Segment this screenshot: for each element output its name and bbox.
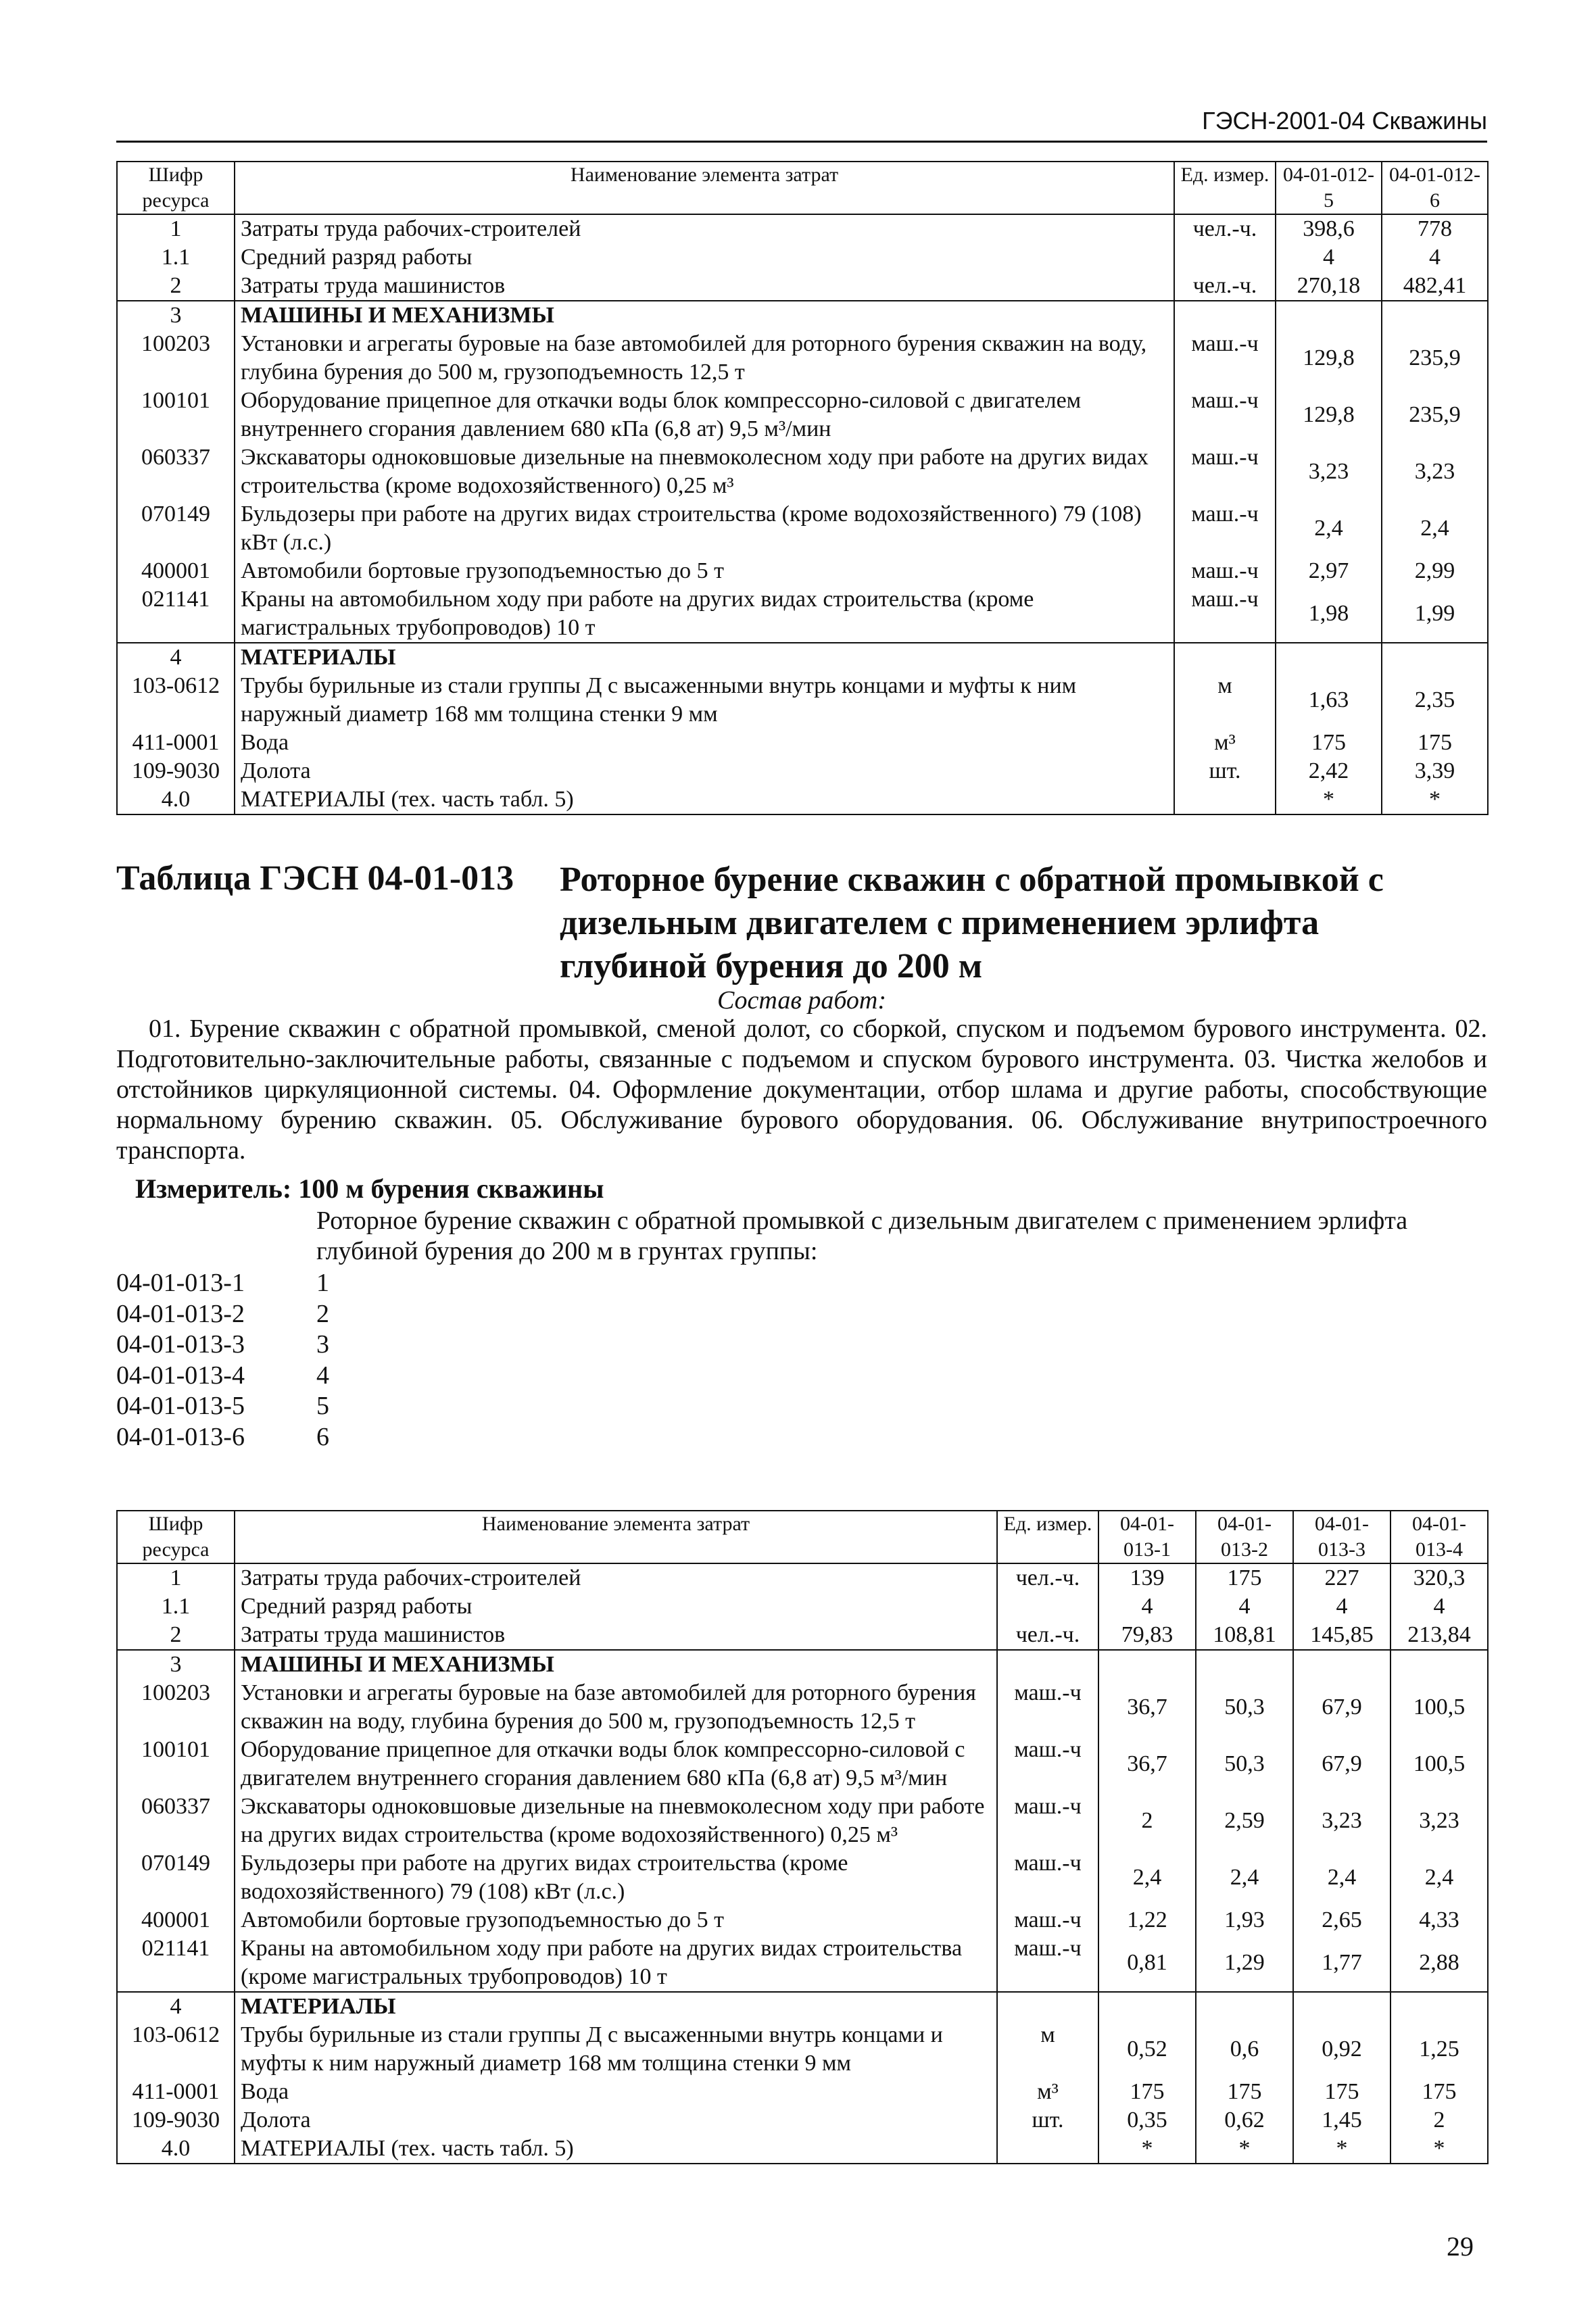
header-name: Наименование элемента затрат xyxy=(235,1511,997,1563)
table-row xyxy=(117,1650,1488,1679)
cost-name: МАТЕРИАЛЫ (тех. часть табл. 5) xyxy=(235,785,1174,814)
unit: маш.-ч xyxy=(997,1736,1098,1793)
value-cell xyxy=(1276,301,1382,330)
resource-code: 109-9030 xyxy=(117,2106,235,2135)
table-row xyxy=(117,785,1488,814)
value-cell xyxy=(1382,301,1488,330)
resource-code: 4 xyxy=(117,643,235,672)
value-cell: 67,9 xyxy=(1293,1736,1391,1793)
value-cell: 3,23 xyxy=(1276,443,1382,500)
header-col: 04-01-012-6 xyxy=(1382,162,1488,214)
value-cell: 3,23 xyxy=(1391,1793,1488,1849)
cost-table-013 xyxy=(116,1510,1489,2164)
unit: шт. xyxy=(1174,757,1276,785)
value-cell: 139 xyxy=(1098,1563,1196,1592)
value-cell: 100,5 xyxy=(1391,1679,1488,1736)
value-cell: 398,6 xyxy=(1276,214,1382,243)
unit: чел.-ч. xyxy=(997,1563,1098,1592)
value-cell xyxy=(1276,643,1382,672)
resource-code: 021141 xyxy=(117,1934,235,1992)
variant-code: 04-01-013-1 xyxy=(116,1269,245,1297)
table-header-row xyxy=(117,1511,1488,1563)
variant-code: 04-01-013-6 xyxy=(116,1422,245,1451)
resource-code: 100203 xyxy=(117,1679,235,1736)
variant-group: 2 xyxy=(316,1299,329,1328)
variant-group: 3 xyxy=(316,1330,329,1359)
value-cell: 2,35 xyxy=(1382,672,1488,729)
header-code: Шифр ресурса xyxy=(117,162,235,214)
table-row xyxy=(117,1736,1488,1793)
value-cell: 2,4 xyxy=(1276,500,1382,557)
cost-name: Оборудование прицепное для откачки воды блок компрессорно-силовой с двигателем внутреннего сгорания давлением 680 кПа (6,8 ат) 9,5 м³/мин xyxy=(235,387,1174,443)
value-cell: 235,9 xyxy=(1382,330,1488,387)
value-cell: 270,18 xyxy=(1276,272,1382,301)
table-row xyxy=(117,272,1488,301)
cost-name: МАТЕРИАЛЫ (тех. часть табл. 5) xyxy=(235,2135,997,2164)
value-cell: 1,99 xyxy=(1382,585,1488,643)
resource-code: 100101 xyxy=(117,387,235,443)
value-cell: 2 xyxy=(1098,1793,1196,1849)
unit: маш.-ч xyxy=(1174,557,1276,585)
unit: м xyxy=(997,2021,1098,2078)
variant-code: 04-01-013-2 xyxy=(116,1299,245,1328)
table-row xyxy=(117,2021,1488,2078)
cost-name: Экскаваторы одноковшовые дизельные на пневмоколесном ходу при работе на других видах строительства (кроме водохозяйственного) 0,25 м³ xyxy=(235,443,1174,500)
value-cell: 2,4 xyxy=(1391,1849,1488,1906)
value-cell: 3,39 xyxy=(1382,757,1488,785)
table-header-row xyxy=(117,162,1488,214)
value-cell: 2,4 xyxy=(1293,1849,1391,1906)
value-cell: 2,4 xyxy=(1098,1849,1196,1906)
header-title: ГЭСН-2001-04 Скважины xyxy=(1202,107,1487,135)
table-row xyxy=(117,585,1488,643)
value-cell: 108,81 xyxy=(1196,1621,1293,1650)
resource-code: 070149 xyxy=(117,1849,235,1906)
value-cell xyxy=(1196,1650,1293,1679)
cost-name: Долота xyxy=(235,2106,997,2135)
value-cell: 0,52 xyxy=(1098,2021,1196,2078)
unit xyxy=(997,1592,1098,1621)
value-cell: 2,4 xyxy=(1382,500,1488,557)
variant-code: 04-01-013-3 xyxy=(116,1330,245,1359)
value-cell: 1,93 xyxy=(1196,1906,1293,1934)
table-row xyxy=(117,1906,1488,1934)
value-cell: 4 xyxy=(1098,1592,1196,1621)
unit: м³ xyxy=(1174,729,1276,757)
running-header xyxy=(116,107,1487,143)
table-row xyxy=(117,387,1488,443)
table-row xyxy=(117,643,1488,672)
variants-list xyxy=(116,1268,329,1453)
value-cell: 3,23 xyxy=(1382,443,1488,500)
unit: маш.-ч xyxy=(1174,387,1276,443)
resource-code: 1.1 xyxy=(117,243,235,272)
value-cell: 2,88 xyxy=(1391,1934,1488,1992)
unit: маш.-ч xyxy=(997,1849,1098,1906)
header-col: 04-01-013-4 xyxy=(1391,1511,1488,1563)
cost-table-012 xyxy=(116,161,1489,815)
meter: Измеритель: 100 м бурения скважины xyxy=(135,1173,604,1204)
value-cell: 778 xyxy=(1382,214,1488,243)
resource-code: 100101 xyxy=(117,1736,235,1793)
table-row xyxy=(117,2078,1488,2106)
cost-name: Вода xyxy=(235,2078,997,2106)
value-cell: 0,35 xyxy=(1098,2106,1196,2135)
header-col: 04-01-013-1 xyxy=(1098,1511,1196,1563)
table-row xyxy=(117,1592,1488,1621)
value-cell: 50,3 xyxy=(1196,1736,1293,1793)
cost-name: Оборудование прицепное для откачки воды блок компрессорно-силовой с двигателем внутреннего сгорания давлением 680 кПа (6,8 ат) 9,5 м³/мин xyxy=(235,1736,997,1793)
resource-code: 2 xyxy=(117,272,235,301)
cost-name: Средний разряд работы xyxy=(235,1592,997,1621)
value-cell: * xyxy=(1391,2135,1488,2164)
table-title: Роторное бурение скважин с обратной промывкой с дизельным двигателем с применением эрлифта глубиной бурения до 200 м xyxy=(560,860,1384,985)
resource-code: 3 xyxy=(117,1650,235,1679)
value-cell xyxy=(1196,1992,1293,2021)
unit: маш.-ч xyxy=(1174,330,1276,387)
section-title: МАШИНЫ И МЕХАНИЗМЫ xyxy=(235,1650,997,1679)
table-row xyxy=(117,2135,1488,2164)
value-cell: 175 xyxy=(1196,1563,1293,1592)
variant-group: 5 xyxy=(316,1392,329,1420)
table-row xyxy=(117,443,1488,500)
section-title: МАТЕРИАЛЫ xyxy=(235,643,1174,672)
variant-group: 1 xyxy=(316,1269,329,1297)
value-cell: 145,85 xyxy=(1293,1621,1391,1650)
unit: маш.-ч xyxy=(997,1793,1098,1849)
composition-heading: Состав работ: xyxy=(717,986,887,1015)
unit: м xyxy=(1174,672,1276,729)
unit: шт. xyxy=(997,2106,1098,2135)
unit xyxy=(997,2135,1098,2164)
value-cell: 0,81 xyxy=(1098,1934,1196,1992)
resource-code: 3 xyxy=(117,301,235,330)
value-cell: 2,4 xyxy=(1196,1849,1293,1906)
table-row xyxy=(117,1793,1488,1849)
value-cell: * xyxy=(1276,785,1382,814)
resource-code: 060337 xyxy=(117,443,235,500)
unit: маш.-ч xyxy=(997,1906,1098,1934)
resource-code: 1.1 xyxy=(117,1592,235,1621)
value-cell: 4 xyxy=(1391,1592,1488,1621)
page-number: 29 xyxy=(1447,2231,1474,2262)
resource-code: 103-0612 xyxy=(117,2021,235,2078)
cost-name: Установки и агрегаты буровые на базе автомобилей для роторного бурения скважин на воду, глубина бурения до 500 м, грузоподъемность 12,5 т xyxy=(235,330,1174,387)
table-row xyxy=(117,672,1488,729)
cost-name: Краны на автомобильном ходу при работе на других видах строительства (кроме магистральных трубопроводов) 10 т xyxy=(235,1934,997,1992)
unit xyxy=(1174,643,1276,672)
resource-code: 400001 xyxy=(117,557,235,585)
value-cell: 3,23 xyxy=(1293,1793,1391,1849)
value-cell: 1,45 xyxy=(1293,2106,1391,2135)
header-unit: Ед. измер. xyxy=(997,1511,1098,1563)
resource-code: 1 xyxy=(117,214,235,243)
resource-code: 109-9030 xyxy=(117,757,235,785)
value-cell: 227 xyxy=(1293,1563,1391,1592)
composition-text: 01. Бурение скважин с обратной промывкой, сменой долот, со сборкой, спуском и подъемом бурового инструмента. 02. Подготовительно-заключительные работы, связанные с подъемом и спуском бурового инструмента. 03. Чистка желобов и отстойников циркуляционной системы. 04. Оформление документации, отбор шлама и другие работы, способствующие нормальному бурению скважин. 05. Обслуживание бурового оборудования. 06. Обслуживание внутрипостроечного транспорта. xyxy=(116,1015,1487,1165)
unit: м³ xyxy=(997,2078,1098,2106)
unit: чел.-ч. xyxy=(1174,272,1276,301)
value-cell: * xyxy=(1098,2135,1196,2164)
value-cell: 4 xyxy=(1276,243,1382,272)
value-cell: 2,97 xyxy=(1276,557,1382,585)
unit xyxy=(1174,785,1276,814)
value-cell xyxy=(1391,1650,1488,1679)
value-cell xyxy=(1098,1992,1196,2021)
cost-name: Затраты труда машинистов xyxy=(235,1621,997,1650)
header-code: Шифр ресурса xyxy=(117,1511,235,1563)
cost-name: Трубы бурильные из стали группы Д с высаженными внутрь концами и муфты к ним наружный диаметр 168 мм толщина стенки 9 мм xyxy=(235,2021,997,2078)
value-cell: 50,3 xyxy=(1196,1679,1293,1736)
section-title: МАШИНЫ И МЕХАНИЗМЫ xyxy=(235,301,1174,330)
value-cell: 320,3 xyxy=(1391,1563,1488,1592)
table-row xyxy=(117,243,1488,272)
unit: маш.-ч xyxy=(1174,585,1276,643)
resource-code: 070149 xyxy=(117,500,235,557)
cost-name: Бульдозеры при работе на других видах строительства (кроме водохозяйственного) 79 (108) кВт (л.с.) xyxy=(235,500,1174,557)
value-cell: 4 xyxy=(1293,1592,1391,1621)
cost-name: Затраты труда рабочих-строителей xyxy=(235,214,1174,243)
table-row xyxy=(117,1621,1488,1650)
table-row xyxy=(117,1849,1488,1906)
variant-code: 04-01-013-5 xyxy=(116,1392,245,1420)
resource-code: 400001 xyxy=(117,1906,235,1934)
unit xyxy=(1174,243,1276,272)
value-cell: 175 xyxy=(1098,2078,1196,2106)
table-row xyxy=(117,1992,1488,2021)
resource-code: 060337 xyxy=(117,1793,235,1849)
list-item xyxy=(116,1330,329,1361)
value-cell: 36,7 xyxy=(1098,1736,1196,1793)
unit: маш.-ч xyxy=(997,1679,1098,1736)
value-cell: 175 xyxy=(1293,2078,1391,2106)
variants-description: Роторное бурение скважин с обратной промывкой с дизельным двигателем с применением эрлифта глубиной бурения до 200 м в грунтах группы: xyxy=(316,1207,1408,1265)
cost-name: Долота xyxy=(235,757,1174,785)
cost-name: Автомобили бортовые грузоподъемностью до 5 т xyxy=(235,557,1174,585)
value-cell: 175 xyxy=(1276,729,1382,757)
value-cell: 0,62 xyxy=(1196,2106,1293,2135)
header-col: 04-01-013-2 xyxy=(1196,1511,1293,1563)
cost-name: Краны на автомобильном ходу при работе на других видах строительства (кроме магистральных трубопроводов) 10 т xyxy=(235,585,1174,643)
table-row xyxy=(117,729,1488,757)
unit xyxy=(1174,301,1276,330)
value-cell: 175 xyxy=(1391,2078,1488,2106)
table-row xyxy=(117,557,1488,585)
value-cell: 4 xyxy=(1382,243,1488,272)
variant-group: 4 xyxy=(316,1361,329,1390)
section-title: МАТЕРИАЛЫ xyxy=(235,1992,997,2021)
value-cell: 4,33 xyxy=(1391,1906,1488,1934)
table-row xyxy=(117,301,1488,330)
cost-name: Автомобили бортовые грузоподъемностью до 5 т xyxy=(235,1906,997,1934)
value-cell xyxy=(1293,1650,1391,1679)
value-cell: 235,9 xyxy=(1382,387,1488,443)
value-cell: 1,98 xyxy=(1276,585,1382,643)
table-row xyxy=(117,2106,1488,2135)
resource-code: 411-0001 xyxy=(117,2078,235,2106)
table-label: Таблица ГЭСН 04-01-013 xyxy=(116,859,514,898)
table-row xyxy=(117,757,1488,785)
value-cell: 2,99 xyxy=(1382,557,1488,585)
list-item xyxy=(116,1391,329,1422)
cost-name: Затраты труда машинистов xyxy=(235,272,1174,301)
value-cell: 1,22 xyxy=(1098,1906,1196,1934)
value-cell: 0,92 xyxy=(1293,2021,1391,2078)
value-cell: 1,77 xyxy=(1293,1934,1391,1992)
list-item xyxy=(116,1268,329,1299)
cost-name: Вода xyxy=(235,729,1174,757)
value-cell xyxy=(1098,1650,1196,1679)
value-cell xyxy=(1382,643,1488,672)
unit xyxy=(997,1650,1098,1679)
header-col: 04-01-012-5 xyxy=(1276,162,1382,214)
value-cell: * xyxy=(1382,785,1488,814)
list-item xyxy=(116,1299,329,1330)
value-cell: 79,83 xyxy=(1098,1621,1196,1650)
value-cell: 2,59 xyxy=(1196,1793,1293,1849)
resource-code: 021141 xyxy=(117,585,235,643)
value-cell: * xyxy=(1196,2135,1293,2164)
resource-code: 4.0 xyxy=(117,2135,235,2164)
value-cell: 2 xyxy=(1391,2106,1488,2135)
variant-code: 04-01-013-4 xyxy=(116,1361,245,1390)
value-cell: 213,84 xyxy=(1391,1621,1488,1650)
header-col: 04-01-013-3 xyxy=(1293,1511,1391,1563)
value-cell: 1,29 xyxy=(1196,1934,1293,1992)
value-cell: 1,25 xyxy=(1391,2021,1488,2078)
list-item xyxy=(116,1422,329,1453)
value-cell: 36,7 xyxy=(1098,1679,1196,1736)
resource-code: 100203 xyxy=(117,330,235,387)
unit: чел.-ч. xyxy=(1174,214,1276,243)
table-row xyxy=(117,214,1488,243)
unit: чел.-ч. xyxy=(997,1621,1098,1650)
resource-code: 411-0001 xyxy=(117,729,235,757)
value-cell: 0,6 xyxy=(1196,2021,1293,2078)
value-cell: 1,63 xyxy=(1276,672,1382,729)
table-row xyxy=(117,330,1488,387)
cost-name: Трубы бурильные из стали группы Д с высаженными внутрь концами и муфты к ним наружный диаметр 168 мм толщина стенки 9 мм xyxy=(235,672,1174,729)
table-row xyxy=(117,1934,1488,1992)
unit: маш.-ч xyxy=(997,1934,1098,1992)
unit: маш.-ч xyxy=(1174,500,1276,557)
resource-code: 2 xyxy=(117,1621,235,1650)
value-cell: 2,65 xyxy=(1293,1906,1391,1934)
value-cell: 2,42 xyxy=(1276,757,1382,785)
unit: маш.-ч xyxy=(1174,443,1276,500)
header-unit: Ед. измер. xyxy=(1174,162,1276,214)
value-cell: 175 xyxy=(1196,2078,1293,2106)
table-row xyxy=(117,500,1488,557)
resource-code: 103-0612 xyxy=(117,672,235,729)
cost-name: Бульдозеры при работе на других видах строительства (кроме водохозяйственного) 79 (108) кВт (л.с.) xyxy=(235,1849,997,1906)
value-cell: 482,41 xyxy=(1382,272,1488,301)
value-cell: 67,9 xyxy=(1293,1679,1391,1736)
value-cell: 175 xyxy=(1382,729,1488,757)
value-cell: 100,5 xyxy=(1391,1736,1488,1793)
table-row xyxy=(117,1563,1488,1592)
cost-name: Экскаваторы одноковшовые дизельные на пневмоколесном ходу при работе на других видах строительства (кроме водохозяйственного) 0,25 м³ xyxy=(235,1793,997,1849)
cost-name: Затраты труда рабочих-строителей xyxy=(235,1563,997,1592)
header-name: Наименование элемента затрат xyxy=(235,162,1174,214)
value-cell: 129,8 xyxy=(1276,387,1382,443)
resource-code: 4.0 xyxy=(117,785,235,814)
variant-group: 6 xyxy=(316,1422,329,1451)
resource-code: 4 xyxy=(117,1992,235,2021)
cost-name: Средний разряд работы xyxy=(235,243,1174,272)
value-cell xyxy=(1391,1992,1488,2021)
value-cell: * xyxy=(1293,2135,1391,2164)
cost-name: Установки и агрегаты буровые на базе автомобилей для роторного бурения скважин на воду, глубина бурения до 500 м, грузоподъемность 12,5 т xyxy=(235,1679,997,1736)
list-item xyxy=(116,1361,329,1392)
unit xyxy=(997,1992,1098,2021)
table-row xyxy=(117,1679,1488,1736)
value-cell: 129,8 xyxy=(1276,330,1382,387)
value-cell: 4 xyxy=(1196,1592,1293,1621)
value-cell xyxy=(1293,1992,1391,2021)
resource-code: 1 xyxy=(117,1563,235,1592)
